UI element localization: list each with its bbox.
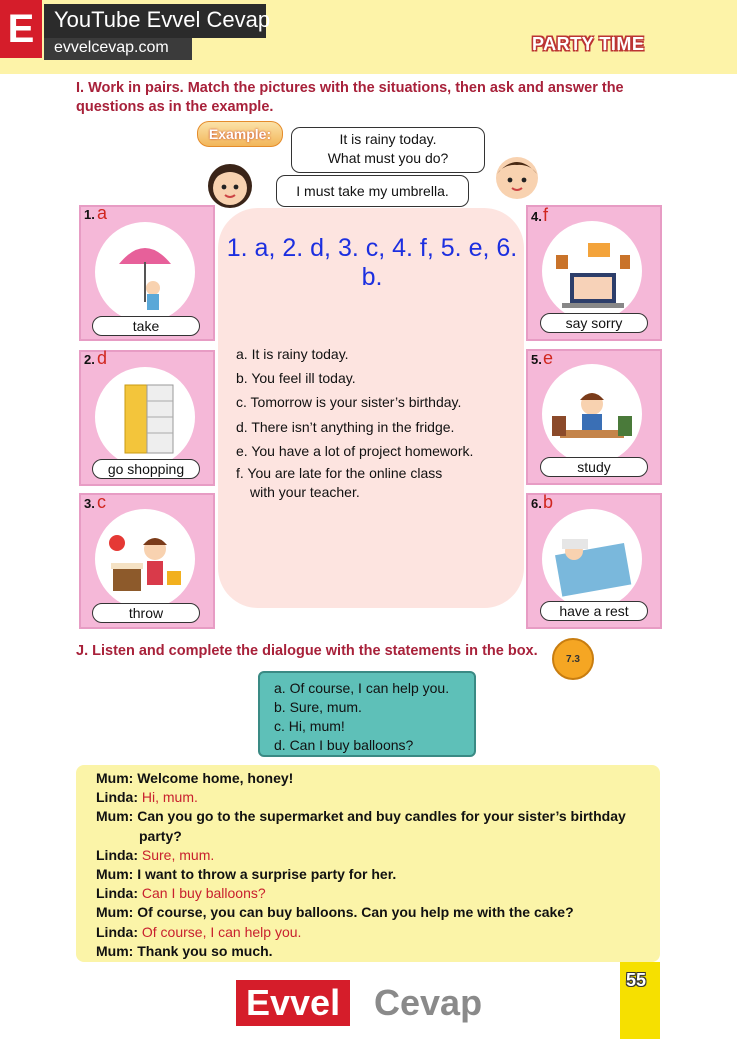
card-3-label: throw xyxy=(92,603,200,623)
statements-box xyxy=(258,671,476,757)
situation-e: e. You have a lot of project homework. xyxy=(236,442,474,459)
brand-evvel: Evvel xyxy=(236,980,350,1026)
girl-face-icon xyxy=(203,158,257,210)
speech-bubble-answer: I must take my umbrella. xyxy=(276,175,469,207)
card-2-answer: d xyxy=(97,348,108,368)
line-text: Thank you so much. xyxy=(137,942,273,959)
right-margin xyxy=(660,74,737,1039)
speaker: Mum: xyxy=(96,942,134,959)
card-3-picture xyxy=(95,509,195,609)
line-text: Of course, you can buy balloons. Can you help me with the cake? xyxy=(137,904,574,921)
card-1-label: take xyxy=(92,316,200,336)
site-link[interactable]: evvelcevap.com xyxy=(54,39,169,56)
dialogue-line xyxy=(96,923,626,942)
situation-b: b. You feel ill today. xyxy=(236,370,356,387)
dialogue-line xyxy=(96,884,626,903)
statement-d: d. Can I buy balloons? xyxy=(274,737,414,753)
card-5-label: study xyxy=(540,457,648,477)
card-2-picture xyxy=(95,367,195,467)
filled-answer: Can I buy balloons? xyxy=(141,885,266,902)
situation-c: c. Tomorrow is your sister’s birthday. xyxy=(236,394,462,411)
card-5-picture xyxy=(542,364,642,464)
card-2-label: go shopping xyxy=(92,459,200,479)
brand-logo: E xyxy=(0,0,42,58)
situation-d: d. There isn’t anything in the fridge. xyxy=(236,418,455,435)
bubble-line-1: It is rainy today. xyxy=(339,131,437,147)
statement-b: b. Sure, mum. xyxy=(274,699,362,715)
card-6-picture xyxy=(542,509,642,609)
card-1-answer: a xyxy=(97,203,108,223)
statement-c: c. Hi, mum! xyxy=(274,718,345,734)
speaker: Linda: xyxy=(96,846,138,863)
bubble-line-2: What must you do? xyxy=(327,150,449,166)
card-1-picture xyxy=(95,222,195,322)
study-desk-icon xyxy=(542,364,642,464)
dialogue-line xyxy=(96,807,626,826)
situation-f: f. You are late for the online class xyxy=(236,465,443,482)
headphones-audio-icon[interactable] xyxy=(552,638,594,680)
card-4-number: 4. xyxy=(531,209,542,224)
card-5-number: 5. xyxy=(531,352,542,367)
card-6-label: have a rest xyxy=(540,601,648,621)
situation-a: a. It is rainy today. xyxy=(236,346,349,362)
card-5-answer: e xyxy=(543,348,554,368)
section-i-instruction: I. Work in pairs. Match the pictures with the situations, then ask and answer the questions as in the example. xyxy=(76,80,624,115)
brand-cevap: Cevap xyxy=(374,982,483,1023)
section-j-instruction: J. Listen and complete the dialogue with the statements in the box. xyxy=(76,643,538,659)
birthday-cake-icon xyxy=(95,509,195,609)
card-4-picture xyxy=(542,221,642,321)
speaker: Linda: xyxy=(96,789,138,806)
fridge-icon xyxy=(95,367,195,467)
dialogue-line xyxy=(96,865,626,884)
dialogue-line xyxy=(96,827,626,846)
page-number: 55 xyxy=(626,970,647,990)
card-2-number: 2. xyxy=(84,352,95,367)
bed-icon xyxy=(542,509,642,609)
speaker: Mum: xyxy=(96,770,134,786)
laptop-icon xyxy=(542,221,642,321)
handwritten-answers: 1. a, 2. d, 3. c, 4. f, 5. e, 6. b. xyxy=(226,234,518,291)
card-4-answer: f xyxy=(543,205,549,225)
card-3-number: 3. xyxy=(84,496,95,511)
line-text: Welcome home, honey! xyxy=(137,770,294,786)
dialogue-lines xyxy=(96,769,626,961)
line-text: I want to throw a surprise party for her. xyxy=(137,866,397,883)
dialogue-line xyxy=(96,769,626,788)
line-text: party? xyxy=(139,827,182,844)
speaker: Mum: xyxy=(96,866,134,883)
speech-bubble-question xyxy=(291,127,485,173)
situation-f-continued: with your teacher. xyxy=(250,484,360,501)
speaker: Linda: xyxy=(96,885,138,902)
card-3-answer: c xyxy=(97,492,106,512)
unit-title: PARTY TIME xyxy=(532,34,645,54)
boy-face-icon xyxy=(490,150,544,202)
umbrella-icon xyxy=(95,222,195,322)
dialogue-line xyxy=(96,942,626,961)
channel-title[interactable]: YouTube Evvel Cevap xyxy=(54,7,271,32)
speaker: Mum: xyxy=(96,808,134,825)
line-text: Can you go to the supermarket and buy candles for your sister’s birthday xyxy=(137,808,626,825)
dialogue-line xyxy=(96,903,626,922)
dialogue-line xyxy=(96,846,626,865)
card-4-label: say sorry xyxy=(540,313,648,333)
dialogue-line xyxy=(96,788,626,807)
example-badge: Example: xyxy=(197,121,283,147)
card-6-number: 6. xyxy=(531,496,542,511)
situations-list xyxy=(236,342,526,501)
speaker: Linda: xyxy=(96,923,138,940)
card-1-number: 1. xyxy=(84,207,95,222)
filled-answer: Hi, mum. xyxy=(141,789,198,806)
card-6-answer: b xyxy=(543,492,554,512)
audio-track-number: 7.3 xyxy=(566,653,580,665)
statement-a: a. Of course, I can help you. xyxy=(274,680,450,696)
speaker: Mum: xyxy=(96,904,134,921)
filled-answer: Sure, mum. xyxy=(141,846,215,863)
filled-answer: Of course, I can help you. xyxy=(141,923,302,940)
